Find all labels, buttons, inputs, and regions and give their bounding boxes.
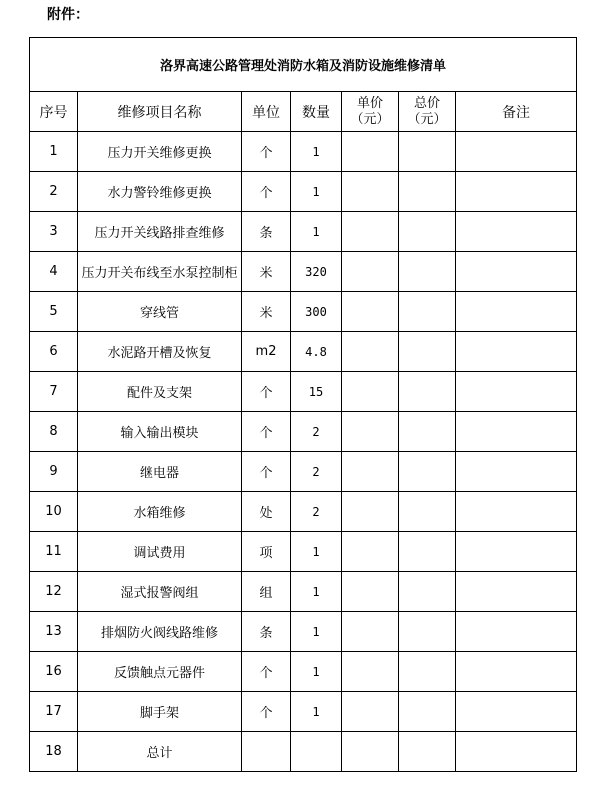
cell-total-price: [399, 732, 456, 772]
attachment-label: 附件：: [47, 7, 89, 23]
cell-unit-price: [342, 372, 399, 412]
col-header-qty: 数量: [291, 92, 342, 132]
table-row: [30, 532, 577, 572]
cell-seq: 6: [30, 332, 78, 372]
cell-seq: 18: [30, 732, 78, 772]
cell-remark: [456, 372, 577, 412]
cell-quantity: 1: [291, 212, 342, 252]
cell-quantity: 320: [291, 252, 342, 292]
cell-remark: [456, 692, 577, 732]
cell-remark: [456, 172, 577, 212]
cell-unit-price: [342, 212, 399, 252]
cell-item-name: 调试费用: [78, 532, 242, 572]
cell-seq: 9: [30, 452, 78, 492]
cell-item-name: 输入输出模块: [78, 412, 242, 452]
cell-unit-price: [342, 532, 399, 572]
cell-item-name: 配件及支架: [78, 372, 242, 412]
cell-item-name: 反馈触点元器件: [78, 652, 242, 692]
cell-unit-price: [342, 652, 399, 692]
cell-seq: 7: [30, 372, 78, 412]
cell-remark: [456, 412, 577, 452]
cell-remark: [456, 212, 577, 252]
cell-unit: 条: [242, 612, 291, 652]
cell-seq: 3: [30, 212, 78, 252]
table-row: [30, 212, 577, 252]
col-header-total-price: [399, 92, 456, 132]
cell-remark: [456, 252, 577, 292]
cell-quantity: 2: [291, 492, 342, 532]
cell-total-price: [399, 692, 456, 732]
table-header-row: [30, 92, 577, 132]
cell-remark: [456, 572, 577, 612]
cell-unit-price: [342, 332, 399, 372]
table-row: [30, 292, 577, 332]
cell-seq: 13: [30, 612, 78, 652]
cell-quantity: 2: [291, 412, 342, 452]
cell-seq: 16: [30, 652, 78, 692]
table-row: [30, 452, 577, 492]
cell-unit-price: [342, 612, 399, 652]
cell-unit: 个: [242, 132, 291, 172]
cell-unit-price: [342, 692, 399, 732]
cell-seq: 1: [30, 132, 78, 172]
cell-unit-price: [342, 732, 399, 772]
cell-total-price: [399, 372, 456, 412]
cell-remark: [456, 492, 577, 532]
table-row: [30, 332, 577, 372]
cell-total-price: [399, 572, 456, 612]
cell-total-price: [399, 292, 456, 332]
cell-unit: 组: [242, 572, 291, 612]
cell-remark: [456, 132, 577, 172]
cell-total-price: [399, 412, 456, 452]
table-row: [30, 612, 577, 652]
cell-quantity: 1: [291, 132, 342, 172]
cell-seq: 5: [30, 292, 78, 332]
cell-total-price: [399, 612, 456, 652]
cell-total-price: [399, 332, 456, 372]
table-title: 洛界高速公路管理处消防水箱及消防设施维修清单: [30, 38, 577, 92]
cell-remark: [456, 332, 577, 372]
cell-unit: 米: [242, 292, 291, 332]
cell-total-price: [399, 172, 456, 212]
col-header-total-price-line2: （元）: [407, 111, 447, 127]
cell-seq: 10: [30, 492, 78, 532]
cell-unit-price: [342, 132, 399, 172]
cell-remark: [456, 292, 577, 332]
cell-quantity: 1: [291, 612, 342, 652]
table-row: [30, 412, 577, 452]
cell-item-name: 水泥路开槽及恢复: [78, 332, 242, 372]
cell-unit-price: [342, 572, 399, 612]
cell-unit: 个: [242, 652, 291, 692]
cell-remark: [456, 652, 577, 692]
cell-unit: 个: [242, 452, 291, 492]
cell-unit: m2: [242, 332, 291, 372]
cell-unit-price: [342, 252, 399, 292]
col-header-name: 维修项目名称: [78, 92, 242, 132]
table-row: [30, 492, 577, 532]
cell-total-price: [399, 492, 456, 532]
cell-quantity: 1: [291, 652, 342, 692]
cell-quantity: 2: [291, 452, 342, 492]
cell-item-name: 压力开关布线至水泵控制柜: [78, 252, 242, 292]
cell-unit: 个: [242, 692, 291, 732]
cell-quantity: 1: [291, 532, 342, 572]
cell-item-name: 压力开关线路排查维修: [78, 212, 242, 252]
col-header-remark: 备注: [456, 92, 577, 132]
cell-item-name: 排烟防火阀线路维修: [78, 612, 242, 652]
cell-seq: 8: [30, 412, 78, 452]
cell-unit: 个: [242, 172, 291, 212]
cell-unit-price: [342, 412, 399, 452]
cell-total-price: [399, 132, 456, 172]
col-header-unit-price-line1: 单价: [356, 95, 383, 111]
cell-remark: [456, 532, 577, 572]
cell-unit: 条: [242, 212, 291, 252]
col-header-seq: 序号: [30, 92, 78, 132]
table-row: [30, 732, 577, 772]
cell-unit: [242, 732, 291, 772]
cell-quantity: [291, 732, 342, 772]
cell-unit-price: [342, 292, 399, 332]
col-header-total-price-line1: 总价: [413, 95, 440, 111]
cell-total-price: [399, 532, 456, 572]
cell-unit-price: [342, 172, 399, 212]
cell-item-name: 水箱维修: [78, 492, 242, 532]
cell-item-name: 穿线管: [78, 292, 242, 332]
cell-remark: [456, 612, 577, 652]
cell-unit-price: [342, 452, 399, 492]
cell-unit: 处: [242, 492, 291, 532]
cell-quantity: 300: [291, 292, 342, 332]
cell-seq: 11: [30, 532, 78, 572]
table-row: [30, 172, 577, 212]
maintenance-list-table: [29, 37, 577, 772]
cell-seq: 2: [30, 172, 78, 212]
cell-item-name: 水力警铃维修更换: [78, 172, 242, 212]
cell-item-name: 湿式报警阀组: [78, 572, 242, 612]
cell-item-name: 脚手架: [78, 692, 242, 732]
table-row: [30, 132, 577, 172]
cell-unit: 个: [242, 412, 291, 452]
col-header-unit-price: [342, 92, 399, 132]
cell-remark: [456, 452, 577, 492]
cell-quantity: 15: [291, 372, 342, 412]
cell-unit: 项: [242, 532, 291, 572]
cell-item-name: 压力开关维修更换: [78, 132, 242, 172]
table-row: [30, 252, 577, 292]
cell-total-price: [399, 252, 456, 292]
cell-total-price: [399, 212, 456, 252]
cell-remark: [456, 732, 577, 772]
table-row: [30, 572, 577, 612]
cell-quantity: 1: [291, 692, 342, 732]
cell-item-name: 继电器: [78, 452, 242, 492]
cell-unit: 个: [242, 372, 291, 412]
cell-seq: 12: [30, 572, 78, 612]
table-row: [30, 652, 577, 692]
table-row: [30, 372, 577, 412]
cell-quantity: 4.8: [291, 332, 342, 372]
cell-total-price: [399, 652, 456, 692]
cell-seq: 4: [30, 252, 78, 292]
cell-item-name: 总计: [78, 732, 242, 772]
cell-unit: 米: [242, 252, 291, 292]
cell-total-price: [399, 452, 456, 492]
cell-seq: 17: [30, 692, 78, 732]
table-row: [30, 692, 577, 732]
cell-quantity: 1: [291, 572, 342, 612]
col-header-unit-price-line2: （元）: [350, 111, 390, 127]
cell-quantity: 1: [291, 172, 342, 212]
cell-unit-price: [342, 492, 399, 532]
col-header-unit: 单位: [242, 92, 291, 132]
